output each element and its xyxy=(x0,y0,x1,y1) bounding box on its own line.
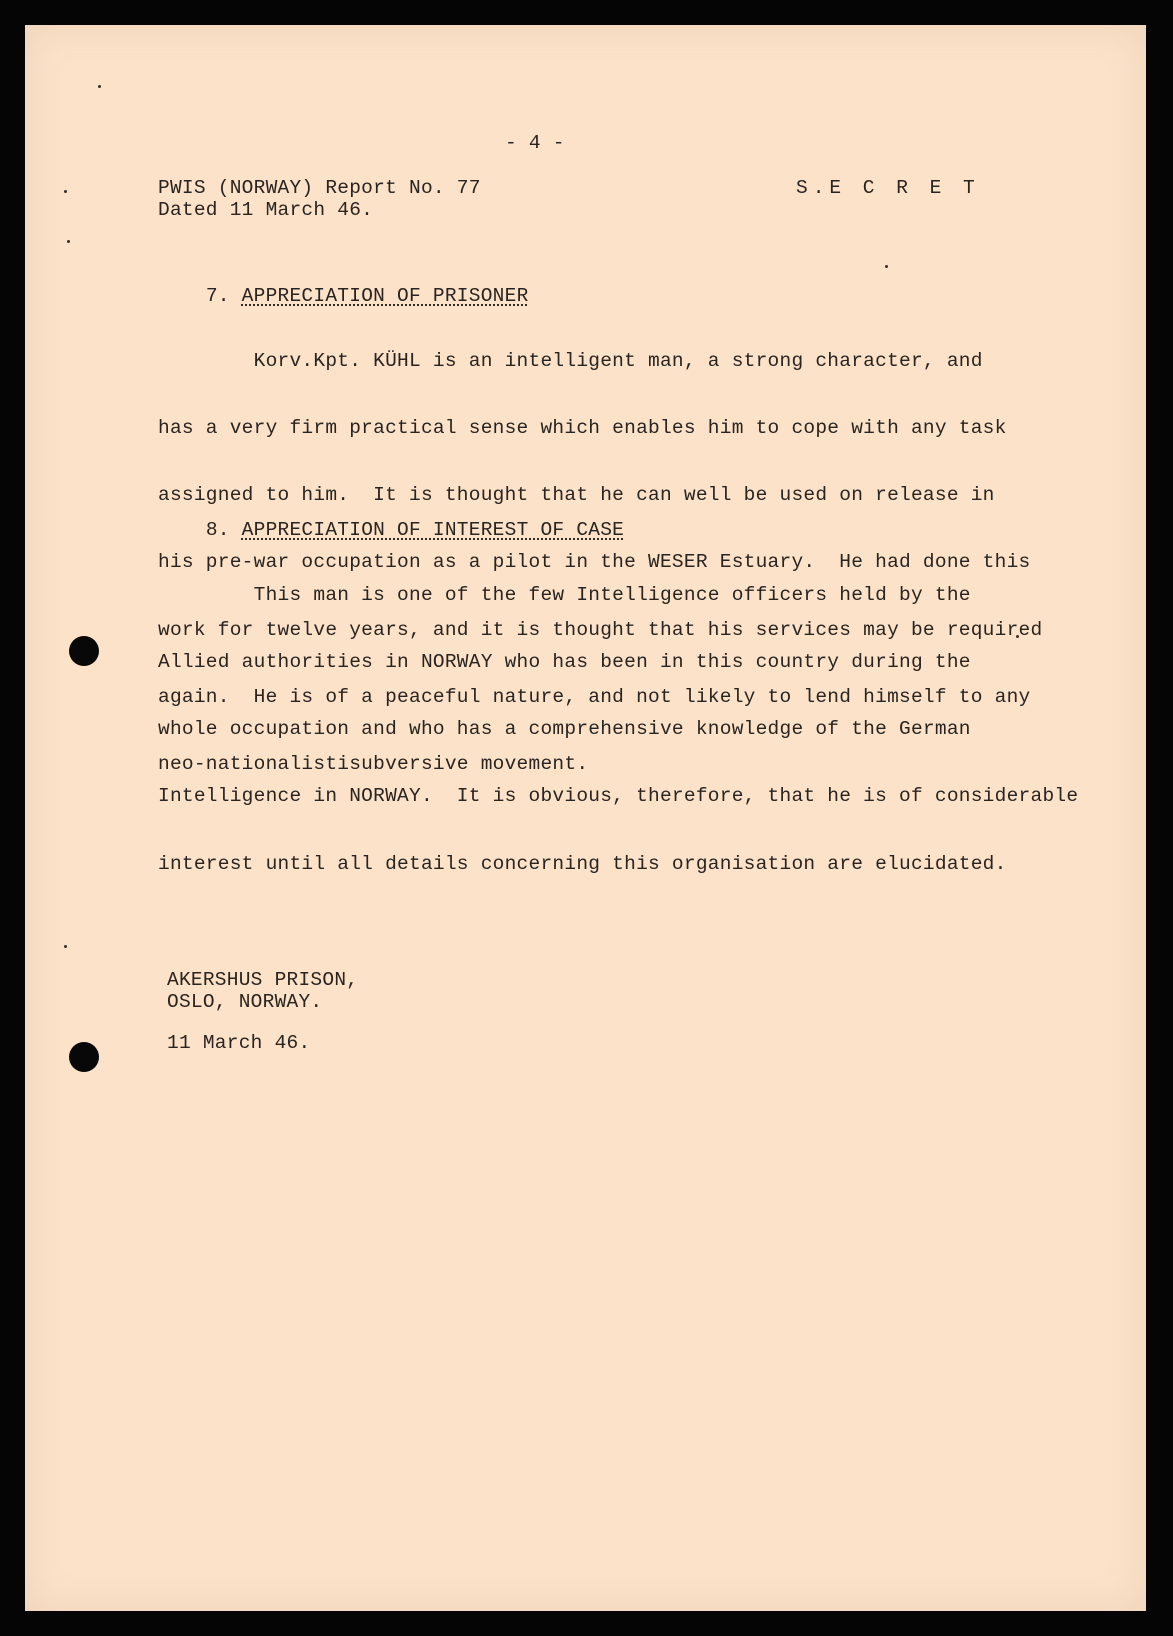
punch-hole-bottom xyxy=(69,1042,99,1072)
paragraph-line: Korv.Kpt. KÜHL is an intelligent man, a strong character, and xyxy=(158,349,983,372)
paragraph-line: neo-nationalistisubversive movement. xyxy=(158,753,589,776)
document-page xyxy=(25,25,1146,1611)
section-7-title: APPRECIATION OF PRISONER xyxy=(241,285,529,308)
section-8-body xyxy=(158,539,1078,920)
margin-mark xyxy=(64,945,67,948)
paragraph-line: again. He is of a peaceful nature, and not likely to lend himself to any xyxy=(158,685,1031,708)
paragraph-line: This man is one of the few Intelligence officers held by the xyxy=(158,583,971,606)
section-8-number: 8. xyxy=(205,519,230,542)
paragraph-line: Allied authorities in NORWAY who has been in this country during the xyxy=(158,651,971,674)
section-8-title: APPRECIATION OF INTEREST OF CASE xyxy=(241,519,625,542)
report-reference: PWIS (NORWAY) Report No. 77 xyxy=(158,177,481,199)
paragraph-line: Intelligence in NORWAY. It is obvious, therefore, that he is of considerable xyxy=(158,785,1079,808)
margin-mark xyxy=(98,85,101,88)
closing-date: 11 March 46. xyxy=(167,1032,311,1054)
punch-hole-top xyxy=(69,636,99,666)
report-date: Dated 11 March 46. xyxy=(158,199,374,221)
paragraph-line: whole occupation and who has a comprehensive knowledge of the German xyxy=(158,718,971,741)
classification-mark: S.E C R E T xyxy=(796,177,980,199)
paragraph-line: his pre-war occupation as a pilot in the WESER Estuary. He had done this xyxy=(158,551,1031,574)
location-line-1: AKERSHUS PRISON, xyxy=(167,969,359,991)
page-number: - 4 - xyxy=(505,132,565,154)
location-line-2: OSLO, NORWAY. xyxy=(167,991,323,1013)
paragraph-line: interest until all details concerning this organisation are elucidated. xyxy=(158,852,1007,875)
margin-mark xyxy=(885,265,888,268)
margin-mark xyxy=(64,190,67,193)
margin-mark xyxy=(67,240,70,243)
paragraph-line: assigned to him. It is thought that he can well be used on release in xyxy=(158,484,995,507)
paragraph-line: has a very firm practical sense which enables him to cope with any task xyxy=(158,417,1007,440)
paragraph-line: work for twelve years, and it is thought that his services may be required xyxy=(158,618,1043,641)
section-7-number: 7. xyxy=(205,285,230,308)
